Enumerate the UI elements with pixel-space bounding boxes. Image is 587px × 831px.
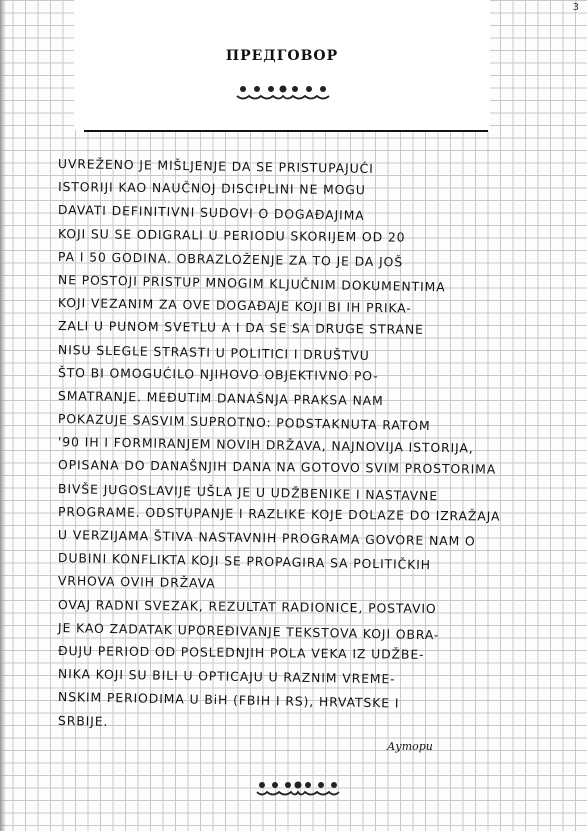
handwritten-line: NISU SLEGLE STRASTI U POLITICI I DRUŠTVU — [57, 341, 370, 363]
handwritten-line: UVREŽENO JE MIŠLJENJE DA SE PRISTUPAJUĆI — [57, 156, 374, 176]
handwritten-line: NE POSTOJI PRISTUP MNOGIM KLJUČNIM DOKUMENTIMA — [57, 271, 446, 295]
handwritten-line: ŠTO BI OMOGUĆILO NJIHOVO OBJEKTIVNO PO- — [57, 364, 379, 384]
handwritten-line: NSKIM PERIODIMA U BiH (FBIH I RS), HRVATSKE I — [57, 689, 400, 711]
handwritten-text-block — [58, 152, 584, 732]
header-divider — [84, 130, 488, 132]
page-title: ПРЕДГОВОР — [225, 48, 339, 64]
handwritten-line: SMATRANJE. MEĐUTIM DANAŠNJA PRAKSA NAM — [57, 387, 384, 408]
corner-mark: 3 — [572, 2, 579, 13]
handwritten-line: OVAJ RADNI SVEZAK, REZULTAT RADIONICE, POSTAVIO — [57, 596, 437, 616]
handwritten-line: U VERZIJAMA ŠTIVA NASTAVNIH PROGRAMA GOVORE NAM O — [57, 527, 476, 549]
handwritten-line: PA I 50 GODINA. OBRAZLOŽENJE ZA TO JE DA JOŠ — [57, 248, 404, 270]
handwritten-line: ZALI U PUNOM SVETLU A I DA SE SA DRUGE STRANE — [57, 318, 424, 338]
authors-signature: Аутори — [387, 740, 433, 753]
handwritten-line: DUBINI KONFLIKTA KOJI SE PROPAGIRA SA POLITIČKIH — [57, 550, 432, 573]
handwritten-line: OPISANA DO DANAŠNJIH DANA NA GOTOVO SVIM PROSTORIMA — [57, 457, 497, 478]
handwritten-line: '90 IH I FORMIRANJEM NOVIH DRŽAVA, NAJNOVIJA ISTORIJA, — [57, 434, 474, 456]
handwritten-line: KOJI VEZANIM ZA OVE DOGAĐAJE KOJI BI IH PRIKA- — [57, 295, 412, 316]
printed-header-card — [74, 0, 490, 130]
handwritten-line: SRBIJE. — [57, 712, 109, 729]
handwritten-line: ISTORIJI KAO NAUČNOJ DISCIPLINI NE MOGU — [57, 179, 366, 198]
ornamental-scroll-icon — [235, 82, 331, 102]
handwritten-line: VRHOVA OVIH DRŽAVA — [57, 573, 216, 591]
handwritten-line: BIVŠE JUGOSLAVIJE UŠLA JE U UDŽBENIKE I NASTAVNE — [57, 480, 439, 503]
handwritten-line: POKAZUJE SASVIM SUPROTNO: PODSTAKNUTA RATOM — [57, 411, 431, 434]
ornamental-scroll-icon — [255, 778, 341, 798]
handwritten-line: JE KAO ZADATAK UPOREĐIVANJE TEKSTOVA KOJI OBRA- — [57, 619, 440, 643]
scan-edge-shadow — [0, 0, 6, 831]
handwritten-line: KOJI SU SE ODIGRALI U PERIODU SKORIJEM OD 20 — [57, 225, 406, 245]
handwritten-line: NIKA KOJI SU BILI U OPTICAJU U RAZNIM VREME- — [57, 666, 396, 687]
handwritten-line: DAVATI DEFINITIVNI SUDOVI O DOGAĐAJIMA — [57, 202, 365, 224]
handwritten-line: ĐUJU PERIOD OD POSLEDNJIH POLA VEKA IZ UDŽBE- — [57, 642, 425, 662]
handwritten-line: PROGRAME. ODSTUPANJE I RAZLIKE KOJE DOLAZE DO IZRAŽAJA — [57, 503, 501, 524]
